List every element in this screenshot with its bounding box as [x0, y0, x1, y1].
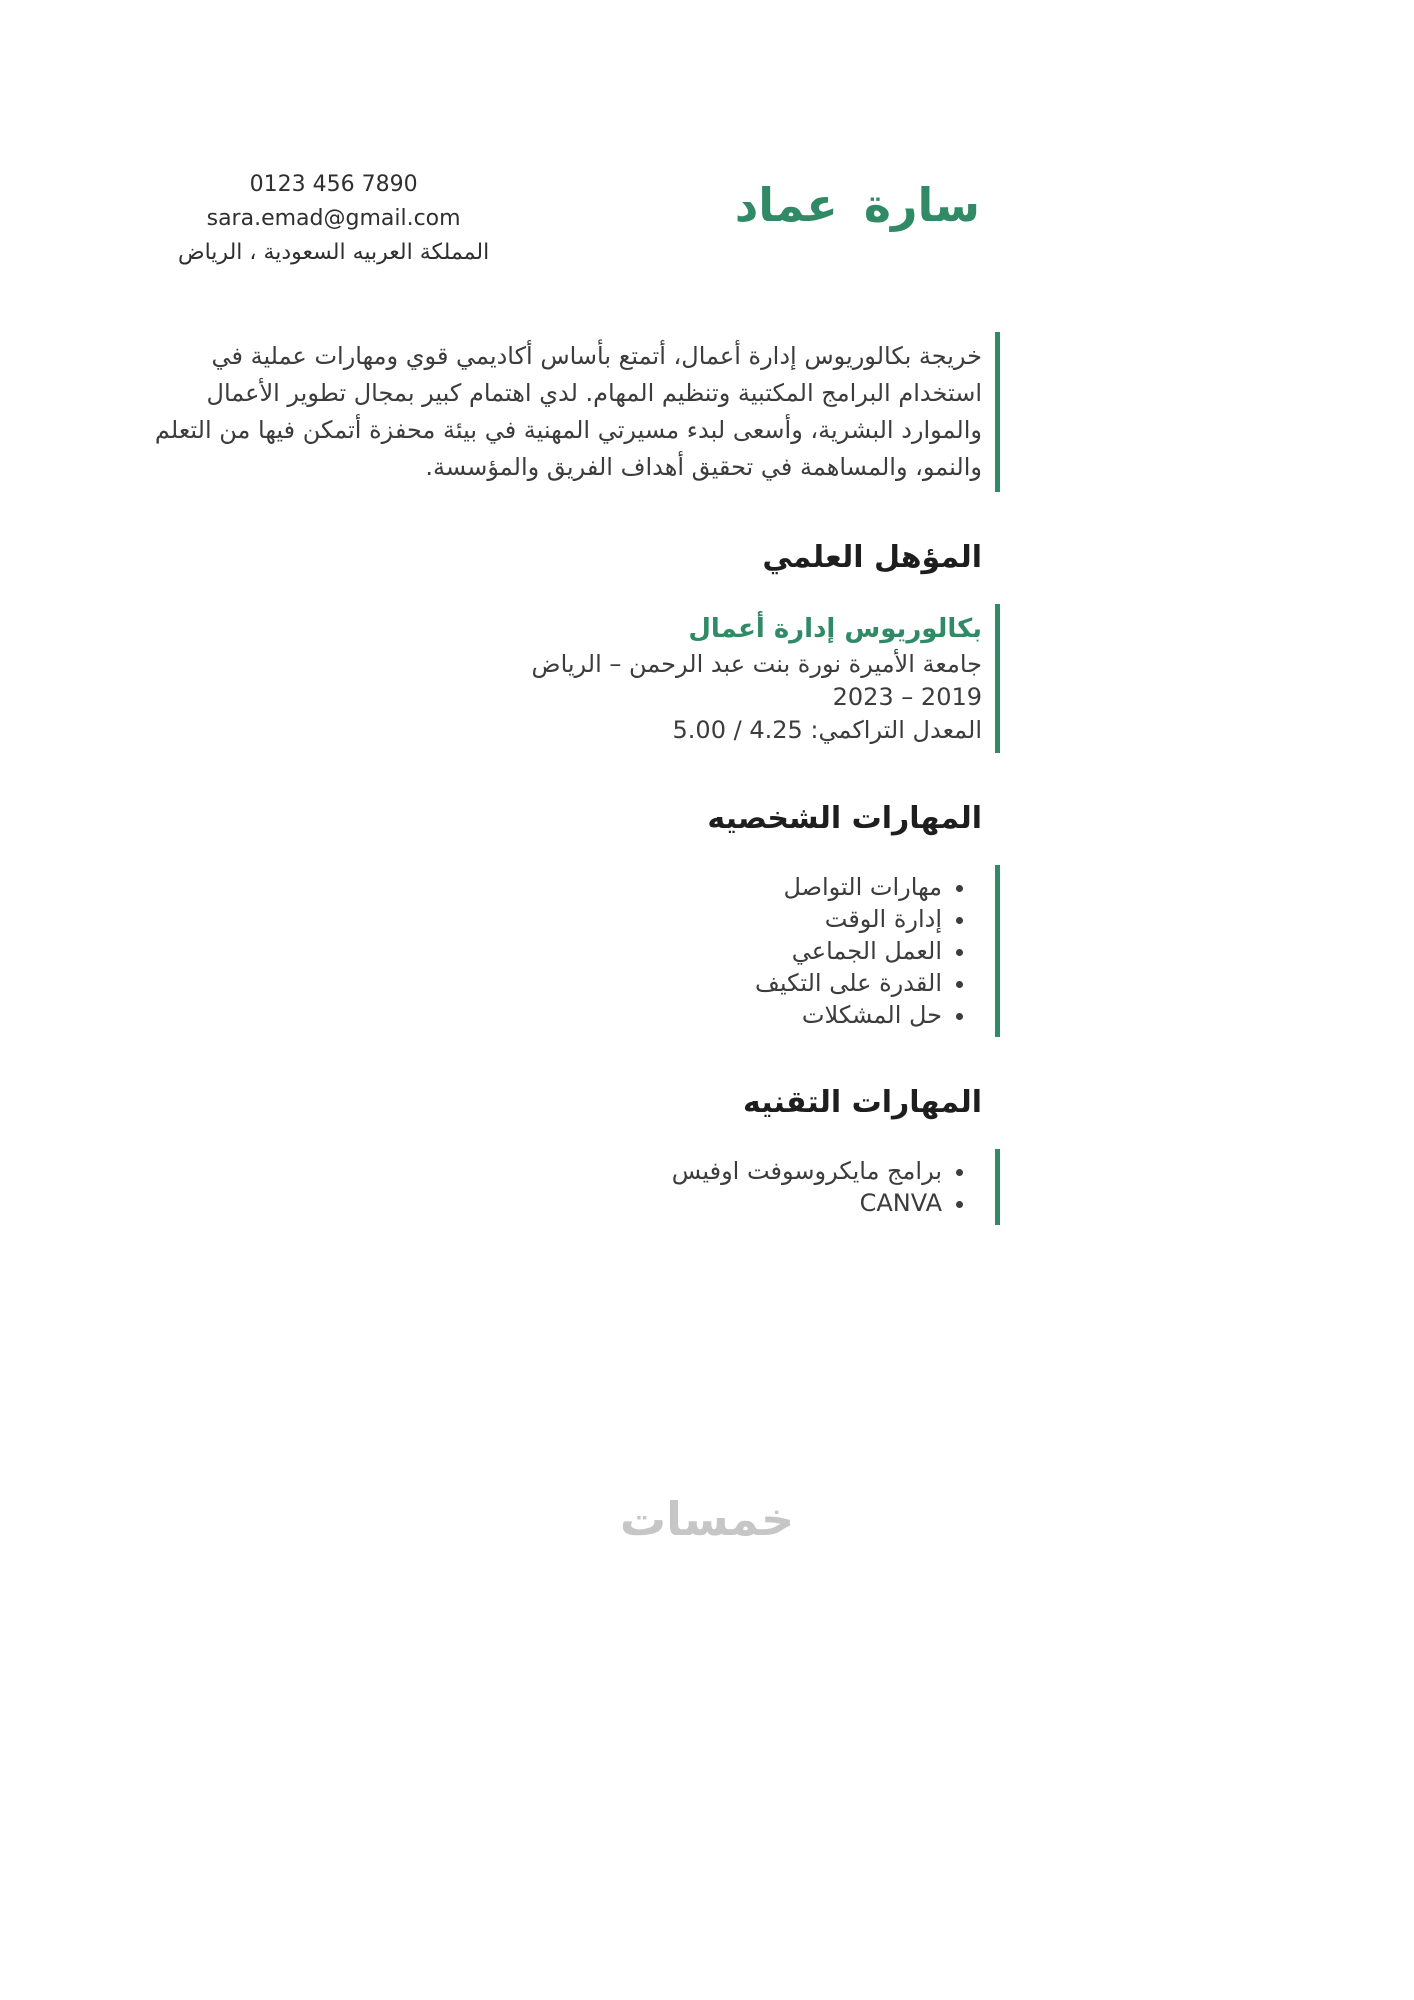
skill-item: • CANVA: [130, 1187, 942, 1219]
email-address: sara.emad@gmail.com: [206, 206, 461, 231]
personal-skills-list: [130, 871, 982, 1031]
skill-item: • مهارات التواصل: [130, 871, 942, 903]
resume-content: [130, 0, 1000, 1225]
technical-skills-list: [130, 1155, 982, 1219]
university-name: جامعة الأميرة نورة بنت عبد الرحمن – الرياض: [531, 650, 982, 678]
candidate-name: سارة عماد: [734, 178, 980, 232]
education-years: 2019 – 2023: [832, 683, 982, 711]
skill-item: • إدارة الوقت: [130, 903, 942, 935]
location-text: المملكة العربيه السعودية ، الرياض: [178, 240, 490, 265]
contact-info: [178, 168, 489, 270]
technical-skills-section: [130, 1149, 1000, 1225]
skill-item: • حل المشكلات: [130, 999, 942, 1031]
header: [130, 168, 1000, 270]
watermark-logo: خمسات: [619, 1492, 795, 1546]
gpa-line: المعدل التراكمي: 4.25 / 5.00: [672, 716, 982, 744]
degree-title: بكالوريوس إدارة أعمال: [688, 614, 982, 644]
skill-item: • القدرة على التكيف: [130, 967, 942, 999]
education-section: [130, 604, 1000, 753]
education-heading: المؤهل العلمي: [762, 540, 982, 575]
summary-text: خريجة بكالوريوس إدارة أعمال، أتمتع بأساس أكاديمي قوي ومهارات عملية في استخدام البرامج المكتبية وتنظيم المهام. لدي اهتمام كبير بمجال تطوير الأعمال والموارد البشرية، وأسعى لبدء مسيرتي المهنية في بيئة محفزة أتمكن فيها من التعلم والنمو، والمساهمة في تحقيق أهداف الفريق والمؤسسة.: [154, 342, 982, 481]
personal-skills-heading: المهارات الشخصيه: [707, 801, 982, 836]
summary-section: [130, 332, 1000, 492]
skill-item: • برامج مايكروسوفت اوفيس: [130, 1155, 942, 1187]
technical-skills-heading: المهارات التقنيه: [743, 1085, 982, 1120]
skill-item: • العمل الجماعي: [130, 935, 942, 967]
phone-number: 0123 456 7890: [249, 172, 418, 197]
personal-skills-section: [130, 865, 1000, 1037]
